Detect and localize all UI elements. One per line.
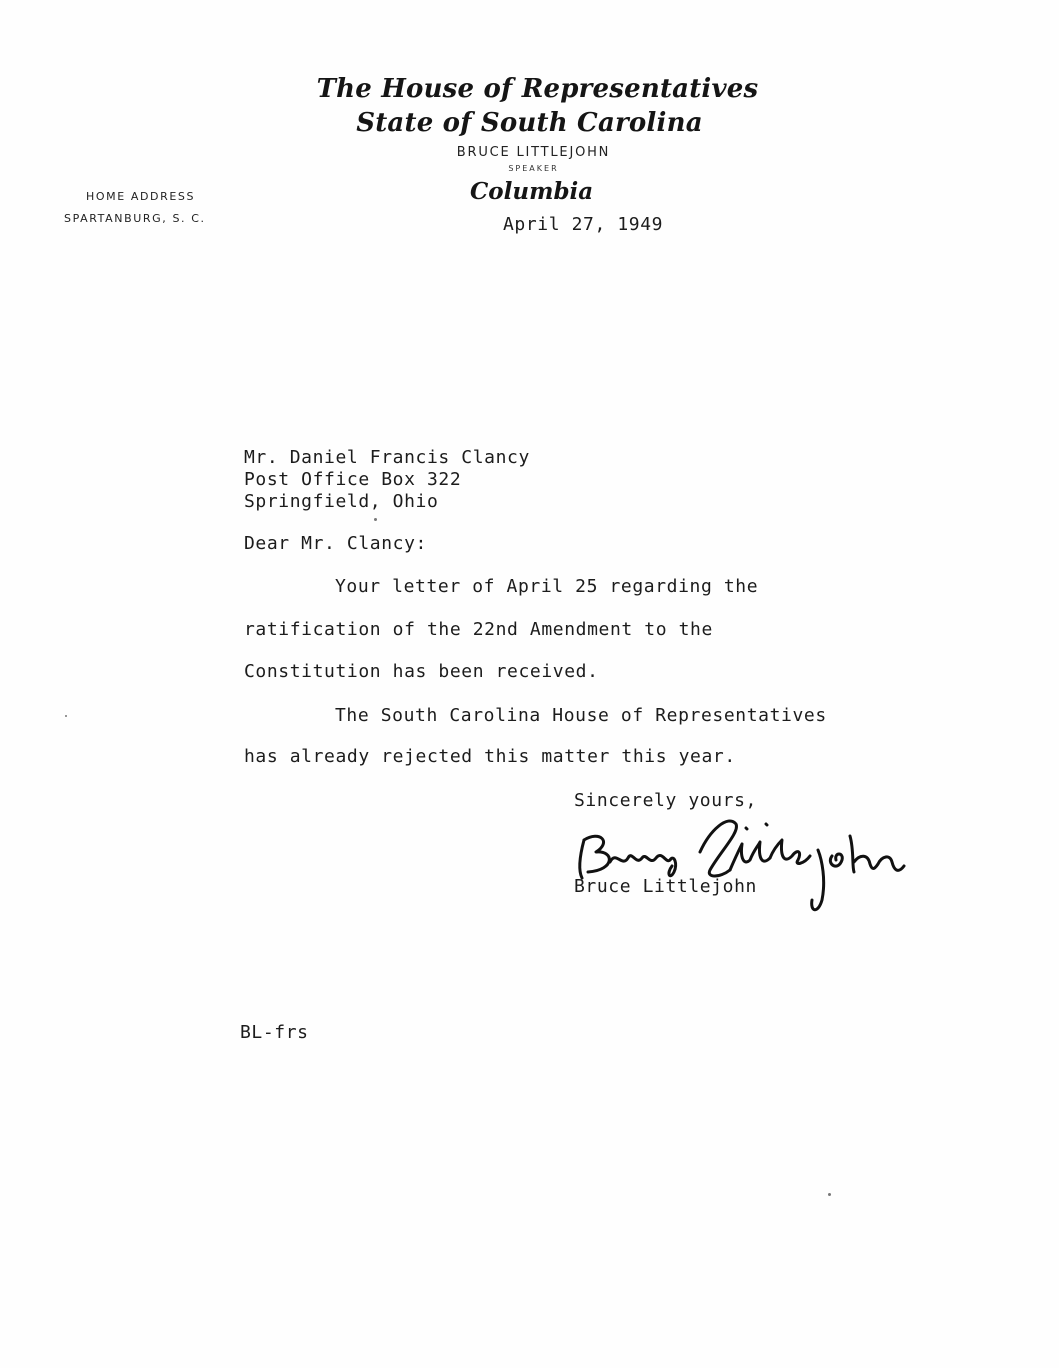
- paragraph1-line2: ratification of the 22nd Amendment to the: [244, 619, 713, 640]
- paper-speck: [65, 715, 67, 717]
- handwritten-signature: [570, 800, 960, 920]
- paragraph1-line1: Your letter of April 25 regarding the: [335, 576, 759, 597]
- paper-speck: [828, 1193, 831, 1196]
- home-address-label: HOME ADDRESS: [86, 190, 196, 203]
- recipient-address-line2: Springfield, Ohio: [244, 491, 439, 512]
- closing: Sincerely yours,: [574, 790, 757, 811]
- signer-name: Bruce Littlejohn: [574, 876, 757, 897]
- letterhead-speaker-title: SPEAKER: [508, 164, 559, 173]
- letterhead-title-line1: The House of Representatives: [316, 74, 759, 104]
- letter-date: April 27, 1949: [503, 214, 664, 235]
- letterhead-city: Columbia: [470, 178, 594, 205]
- salutation: Dear Mr. Clancy:: [244, 533, 427, 554]
- paragraph2-line2: has already rejected this matter this year.: [244, 746, 736, 767]
- reference-initials: BL-frs: [240, 1022, 309, 1043]
- paragraph2-line1: The South Carolina House of Representatives: [335, 705, 827, 726]
- paper-speck: [374, 518, 377, 521]
- recipient-address-line1: Post Office Box 322: [244, 469, 462, 490]
- paragraph1-line3: Constitution has been received.: [244, 661, 599, 682]
- letterhead-speaker-name: BRUCE LITTLEJOHN: [456, 145, 611, 160]
- letterhead-title-line2: State of South Carolina: [356, 108, 703, 138]
- recipient-name: Mr. Daniel Francis Clancy: [244, 447, 530, 468]
- home-address-city: SPARTANBURG, S. C.: [64, 212, 206, 225]
